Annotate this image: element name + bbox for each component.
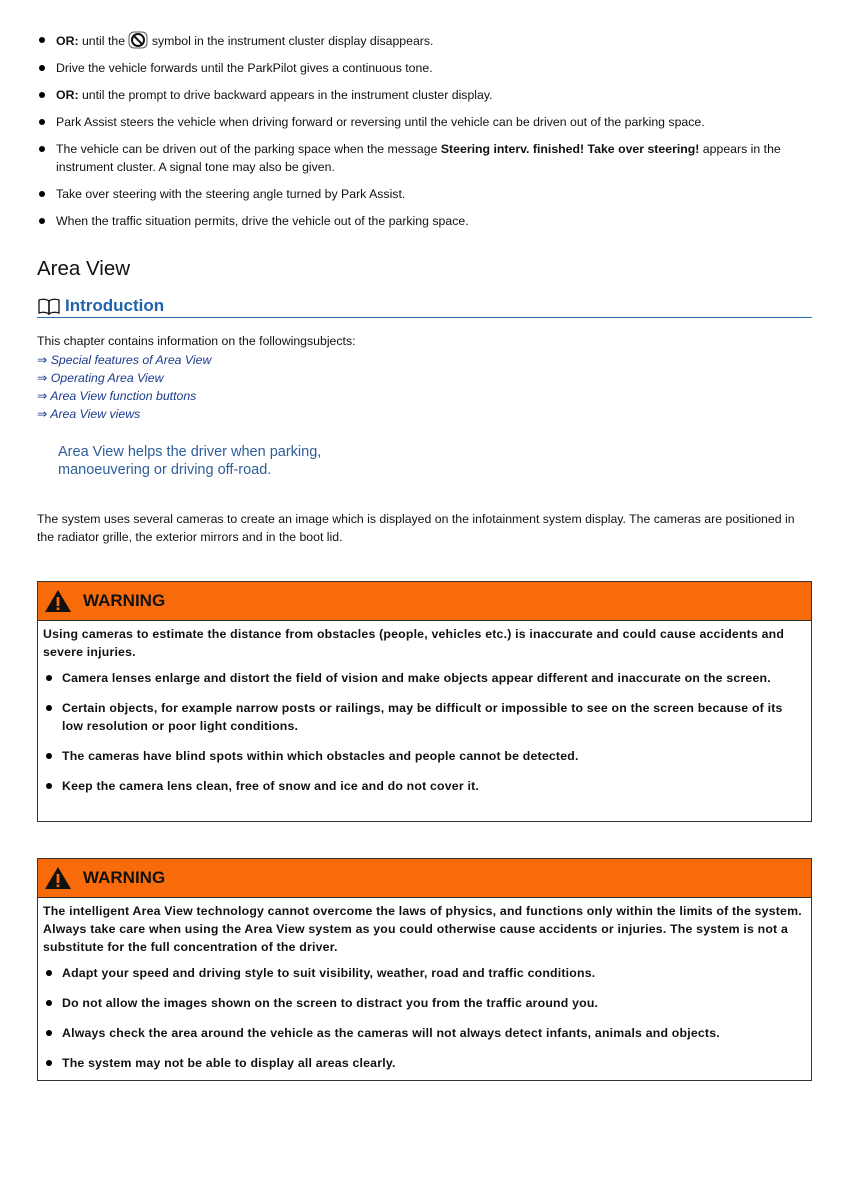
list-item: OR: until the prompt to drive backward appears in the instrument cluster display. bbox=[37, 86, 812, 104]
warning-body bbox=[38, 621, 811, 795]
introduction-title: Introduction bbox=[65, 296, 165, 315]
warning-item: Certain objects, for example narrow posts or railings, may be difficult or impossible to see on the screen because of its low resolution or poor light conditions. bbox=[43, 699, 806, 735]
list-item: When the traffic situation permits, drive the vehicle out of the parking space. bbox=[37, 212, 812, 230]
warning-box bbox=[37, 858, 812, 1081]
section-title: Area View bbox=[37, 257, 131, 280]
link-operating[interactable]: ⇒ Operating Area View bbox=[37, 371, 164, 385]
link-special-features[interactable]: ⇒ Special features of Area View bbox=[37, 353, 212, 367]
warning-box bbox=[37, 581, 812, 822]
or-label: OR: bbox=[56, 88, 79, 102]
warning-title: WARNING bbox=[83, 868, 166, 887]
warning-item: The cameras have blind spots within which obstacles and people cannot be detected. bbox=[43, 747, 806, 765]
book-icon bbox=[37, 298, 61, 315]
warning-item: Do not allow the images shown on the screen to distract you from the traffic around you. bbox=[43, 994, 806, 1012]
link-views[interactable]: ⇒ Area View views bbox=[37, 407, 141, 421]
instruction-list bbox=[37, 31, 812, 239]
warning-item: The system may not be able to display all areas clearly. bbox=[43, 1054, 806, 1072]
warning-body bbox=[38, 898, 811, 1072]
subject-links bbox=[37, 351, 211, 423]
warning-triangle-icon bbox=[44, 589, 72, 613]
warning-triangle-icon bbox=[44, 866, 72, 890]
warning-intro: The intelligent Area View technology cannot overcome the laws of physics, and functions only within the limits of the system. Always take care when using the Area View system as you could otherwise cause accidents or injuries. The system is not a substitute for the full concentration of the driver. bbox=[43, 904, 802, 954]
link-function-buttons[interactable]: ⇒ Area View function buttons bbox=[37, 389, 197, 403]
warning-header bbox=[38, 859, 811, 898]
introduction-heading bbox=[37, 296, 812, 318]
warning-header bbox=[38, 582, 811, 621]
list-item: OR: until the symbol in the instrument cluster display disappears. bbox=[37, 31, 812, 50]
body-paragraph: The system uses several cameras to create an image which is displayed on the infotainment system display. The cameras are positioned in the radiator grille, the exterior mirrors and in the boot lid. bbox=[37, 512, 795, 544]
list-item: Drive the vehicle forwards until the ParkPilot gives a continuous tone. bbox=[37, 59, 812, 77]
message-text: Steering interv. finished! Take over steering! bbox=[440, 142, 700, 156]
warning-list bbox=[43, 669, 806, 795]
lead-text: Area View helps the driver when parking, manoeuvering or driving off-road. bbox=[58, 444, 322, 478]
warning-title: WARNING bbox=[83, 591, 166, 610]
steering-assist-icon bbox=[128, 31, 148, 49]
warning-list bbox=[43, 964, 806, 1072]
warning-item: Always check the area around the vehicle as the cameras will not always detect infants, animals and objects. bbox=[43, 1024, 806, 1042]
list-item: Take over steering with the steering angle turned by Park Assist. bbox=[37, 185, 812, 203]
warning-item: Adapt your speed and driving style to suit visibility, weather, road and traffic conditions. bbox=[43, 964, 806, 982]
list-item: The vehicle can be driven out of the parking space when the message Steering interv. finished! Take over steering! appears in the instrument cluster. A signal tone may also be given. bbox=[37, 140, 812, 176]
or-label: OR: bbox=[56, 34, 79, 48]
warning-item: Camera lenses enlarge and distort the field of vision and make objects appear different and inaccurate on the screen. bbox=[43, 669, 806, 687]
list-item: Park Assist steers the vehicle when driving forward or reversing until the vehicle can be driven out of the parking space. bbox=[37, 113, 812, 131]
chapter-text: This chapter contains information on the followingsubjects: bbox=[37, 334, 356, 348]
warning-item: Keep the camera lens clean, free of snow and ice and do not cover it. bbox=[43, 777, 806, 795]
warning-intro: Using cameras to estimate the distance from obstacles (people, vehicles etc.) is inaccurate and could cause accidents and severe injuries. bbox=[43, 627, 785, 659]
